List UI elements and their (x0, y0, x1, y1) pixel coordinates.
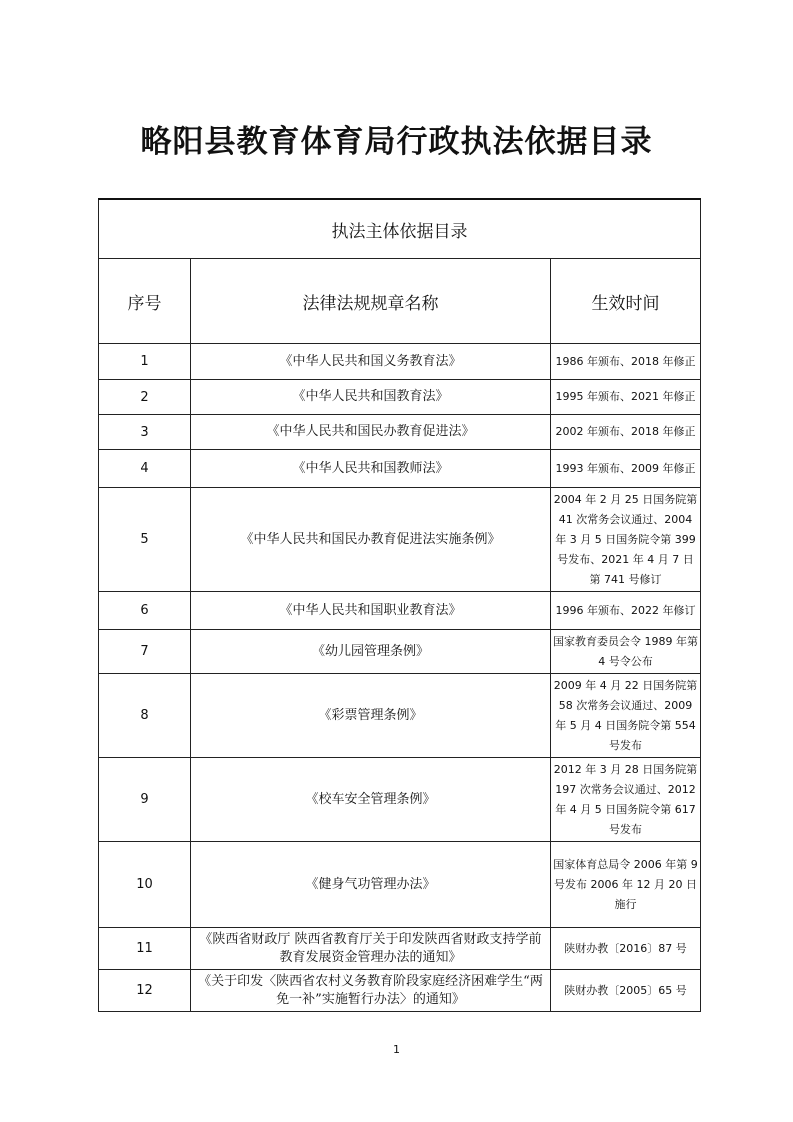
page-number: 1 (393, 1043, 400, 1056)
table-row (99, 970, 701, 1012)
row-name: 《中华人民共和国民办教育促进法实施条例》 (191, 488, 551, 592)
row-name: 《中华人民共和国职业教育法》 (191, 592, 551, 630)
table-row (99, 488, 701, 592)
table-row (99, 674, 701, 758)
table-row (99, 344, 701, 380)
row-date: 2004 年 2 月 25 日国务院第 41 次常务会议通过、2004 年 3 月 5 日国务院令第 399 号发布、2021 年 4 月 7 日第 741 号修订 (551, 488, 701, 592)
row-index: 12 (99, 970, 191, 1012)
document-title: 略阳县教育体育局行政执法依据目录 (140, 124, 653, 160)
row-name: 《健身气功管理办法》 (191, 842, 551, 928)
row-index: 4 (99, 450, 191, 488)
row-index: 9 (99, 758, 191, 842)
header-date: 生效时间 (551, 259, 701, 344)
row-index: 2 (99, 380, 191, 415)
row-date: 2009 年 4 月 22 日国务院第 58 次常务会议通过、2009 年 5 月 4 日国务院令第 554 号发布 (551, 674, 701, 758)
row-date: 国家体育总局令 2006 年第 9 号发布 2006 年 12 月 20 日施行 (551, 842, 701, 928)
row-index: 3 (99, 415, 191, 450)
row-name: 《中华人民共和国义务教育法》 (191, 344, 551, 380)
table-row (99, 380, 701, 415)
row-date: 1995 年颁布、2021 年修正 (551, 380, 701, 415)
row-date: 陕财办教〔2016〕87 号 (551, 928, 701, 970)
table-row (99, 758, 701, 842)
header-index: 序号 (99, 259, 191, 344)
row-name: 《幼儿园管理条例》 (191, 630, 551, 674)
row-index: 11 (99, 928, 191, 970)
table-caption: 执法主体依据目录 (99, 199, 701, 259)
row-date: 2002 年颁布、2018 年修正 (551, 415, 701, 450)
row-date: 1996 年颁布、2022 年修订 (551, 592, 701, 630)
row-index: 5 (99, 488, 191, 592)
row-name: 《关于印发〈陕西省农村义务教育阶段家庭经济困难学生“两免一补”实施暂行办法〉的通知》 (191, 970, 551, 1012)
table-header-row (99, 259, 701, 344)
table-row (99, 415, 701, 450)
row-index: 10 (99, 842, 191, 928)
row-name: 《中华人民共和国教育法》 (191, 380, 551, 415)
row-index: 8 (99, 674, 191, 758)
row-date: 陕财办教〔2005〕65 号 (551, 970, 701, 1012)
table-row (99, 630, 701, 674)
row-name: 《彩票管理条例》 (191, 674, 551, 758)
row-name: 《校车安全管理条例》 (191, 758, 551, 842)
row-name: 《中华人民共和国教师法》 (191, 450, 551, 488)
row-index: 6 (99, 592, 191, 630)
row-date: 1986 年颁布、2018 年修正 (551, 344, 701, 380)
row-name: 《陕西省财政厅 陕西省教育厅关于印发陕西省财政支持学前教育发展资金管理办法的通知》 (191, 928, 551, 970)
header-name: 法律法规规章名称 (191, 259, 551, 344)
table-row (99, 842, 701, 928)
row-index: 7 (99, 630, 191, 674)
row-index: 1 (99, 344, 191, 380)
row-date: 1993 年颁布、2009 年修正 (551, 450, 701, 488)
row-name: 《中华人民共和国民办教育促进法》 (191, 415, 551, 450)
row-date: 国家教育委员会令 1989 年第 4 号令公布 (551, 630, 701, 674)
table-row (99, 450, 701, 488)
enforcement-basis-table (98, 198, 701, 1012)
table-caption-row (99, 199, 701, 259)
row-date: 2012 年 3 月 28 日国务院第 197 次常务会议通过、2012 年 4 月 5 日国务院令第 617 号发布 (551, 758, 701, 842)
table-row (99, 592, 701, 630)
table-row (99, 928, 701, 970)
